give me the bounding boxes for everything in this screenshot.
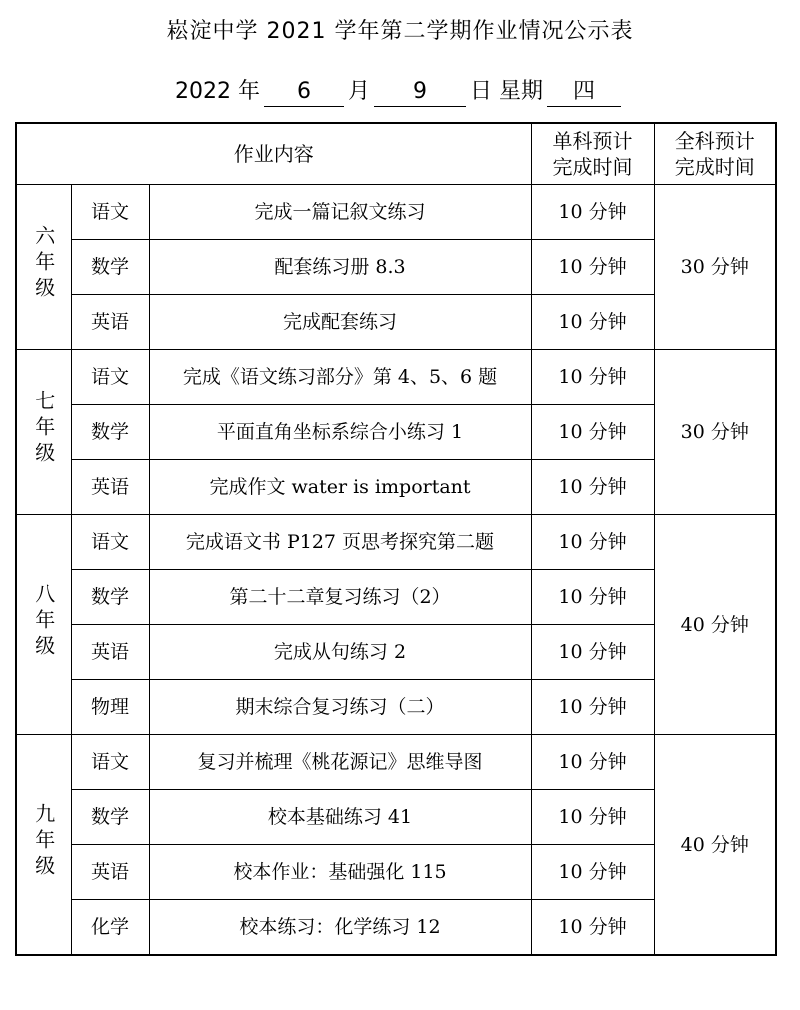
header-total-time: [654, 123, 776, 185]
subject-cell: 语文: [71, 735, 149, 790]
grade-label: 九年级: [31, 802, 56, 881]
subject-cell: 英语: [71, 295, 149, 350]
content-cell: 第二十二章复习练习（2）: [149, 570, 531, 625]
grade-label: 六年级: [31, 225, 56, 303]
month-label: 月: [347, 79, 370, 104]
grade-cell: [16, 735, 71, 956]
content-cell: 完成作文 water is important: [149, 460, 531, 515]
table-row: [16, 350, 776, 405]
month-value: 6: [264, 78, 344, 107]
content-cell: 完成一篇记叙文练习: [149, 185, 531, 240]
total-time-cell: 30 分钟: [654, 350, 776, 515]
subject-cell: 英语: [71, 460, 149, 515]
grade-label: 七年级: [31, 390, 56, 468]
total-time-cell: 40 分钟: [654, 735, 776, 956]
subject-cell: 数学: [71, 790, 149, 845]
subject-cell: 语文: [71, 350, 149, 405]
single-time-cell: 10 分钟: [531, 845, 654, 900]
single-time-cell: 10 分钟: [531, 900, 654, 956]
content-cell: 期末综合复习练习（二）: [149, 680, 531, 735]
table-row: [16, 515, 776, 570]
total-time-cell: 30 分钟: [654, 185, 776, 350]
content-cell: 配套练习册 8.3: [149, 240, 531, 295]
grade-cell: [16, 350, 71, 515]
table-body: [16, 185, 776, 956]
table-row: [16, 185, 776, 240]
content-cell: 复习并梳理《桃花源记》思维导图: [149, 735, 531, 790]
grade-cell: [16, 185, 71, 350]
subject-cell: 物理: [71, 680, 149, 735]
subject-cell: 数学: [71, 405, 149, 460]
subject-cell: 语文: [71, 515, 149, 570]
date-line: [0, 74, 800, 107]
single-time-cell: 10 分钟: [531, 295, 654, 350]
header-single-time: [531, 123, 654, 185]
single-time-cell: 10 分钟: [531, 790, 654, 845]
subject-cell: 英语: [71, 845, 149, 900]
grade-label: 八年级: [31, 582, 56, 661]
day-value: 9: [374, 78, 466, 107]
single-time-cell: 10 分钟: [531, 625, 654, 680]
header-content: 作业内容: [16, 123, 531, 185]
total-time-cell: 40 分钟: [654, 515, 776, 735]
header-single-line1: 单科预计: [552, 129, 633, 153]
day-weekday-label: 日 星期: [470, 79, 543, 104]
subject-cell: 数学: [71, 570, 149, 625]
grade-cell: [16, 515, 71, 735]
page-title: 崧淀中学 2021 学年第二学期作业情况公示表: [166, 19, 634, 44]
single-time-cell: 10 分钟: [531, 515, 654, 570]
year-label: 2022 年: [175, 79, 260, 104]
single-time-cell: 10 分钟: [531, 185, 654, 240]
content-cell: 校本练习：化学练习 12: [149, 900, 531, 956]
single-time-cell: 10 分钟: [531, 405, 654, 460]
header-total-line1: 全科预计: [674, 129, 755, 153]
content-cell: 校本基础练习 41: [149, 790, 531, 845]
content-cell: 完成配套练习: [149, 295, 531, 350]
content-cell: 完成《语文练习部分》第 4、5、6 题: [149, 350, 531, 405]
subject-cell: 数学: [71, 240, 149, 295]
header-single-line2: 完成时间: [552, 155, 633, 179]
single-time-cell: 10 分钟: [531, 680, 654, 735]
subject-cell: 语文: [71, 185, 149, 240]
weekday-value: 四: [547, 78, 621, 107]
single-time-cell: 10 分钟: [531, 240, 654, 295]
subject-cell: 英语: [71, 625, 149, 680]
single-time-cell: 10 分钟: [531, 735, 654, 790]
single-time-cell: 10 分钟: [531, 570, 654, 625]
content-cell: 平面直角坐标系综合小练习 1: [149, 405, 531, 460]
single-time-cell: 10 分钟: [531, 350, 654, 405]
table-row: [16, 735, 776, 790]
table-header-row: [16, 123, 776, 185]
homework-table: [15, 122, 777, 956]
single-time-cell: 10 分钟: [531, 460, 654, 515]
content-cell: 完成语文书 P127 页思考探究第二题: [149, 515, 531, 570]
content-cell: 校本作业：基础强化 115: [149, 845, 531, 900]
header-total-line2: 完成时间: [674, 155, 755, 179]
subject-cell: 化学: [71, 900, 149, 956]
content-cell: 完成从句练习 2: [149, 625, 531, 680]
